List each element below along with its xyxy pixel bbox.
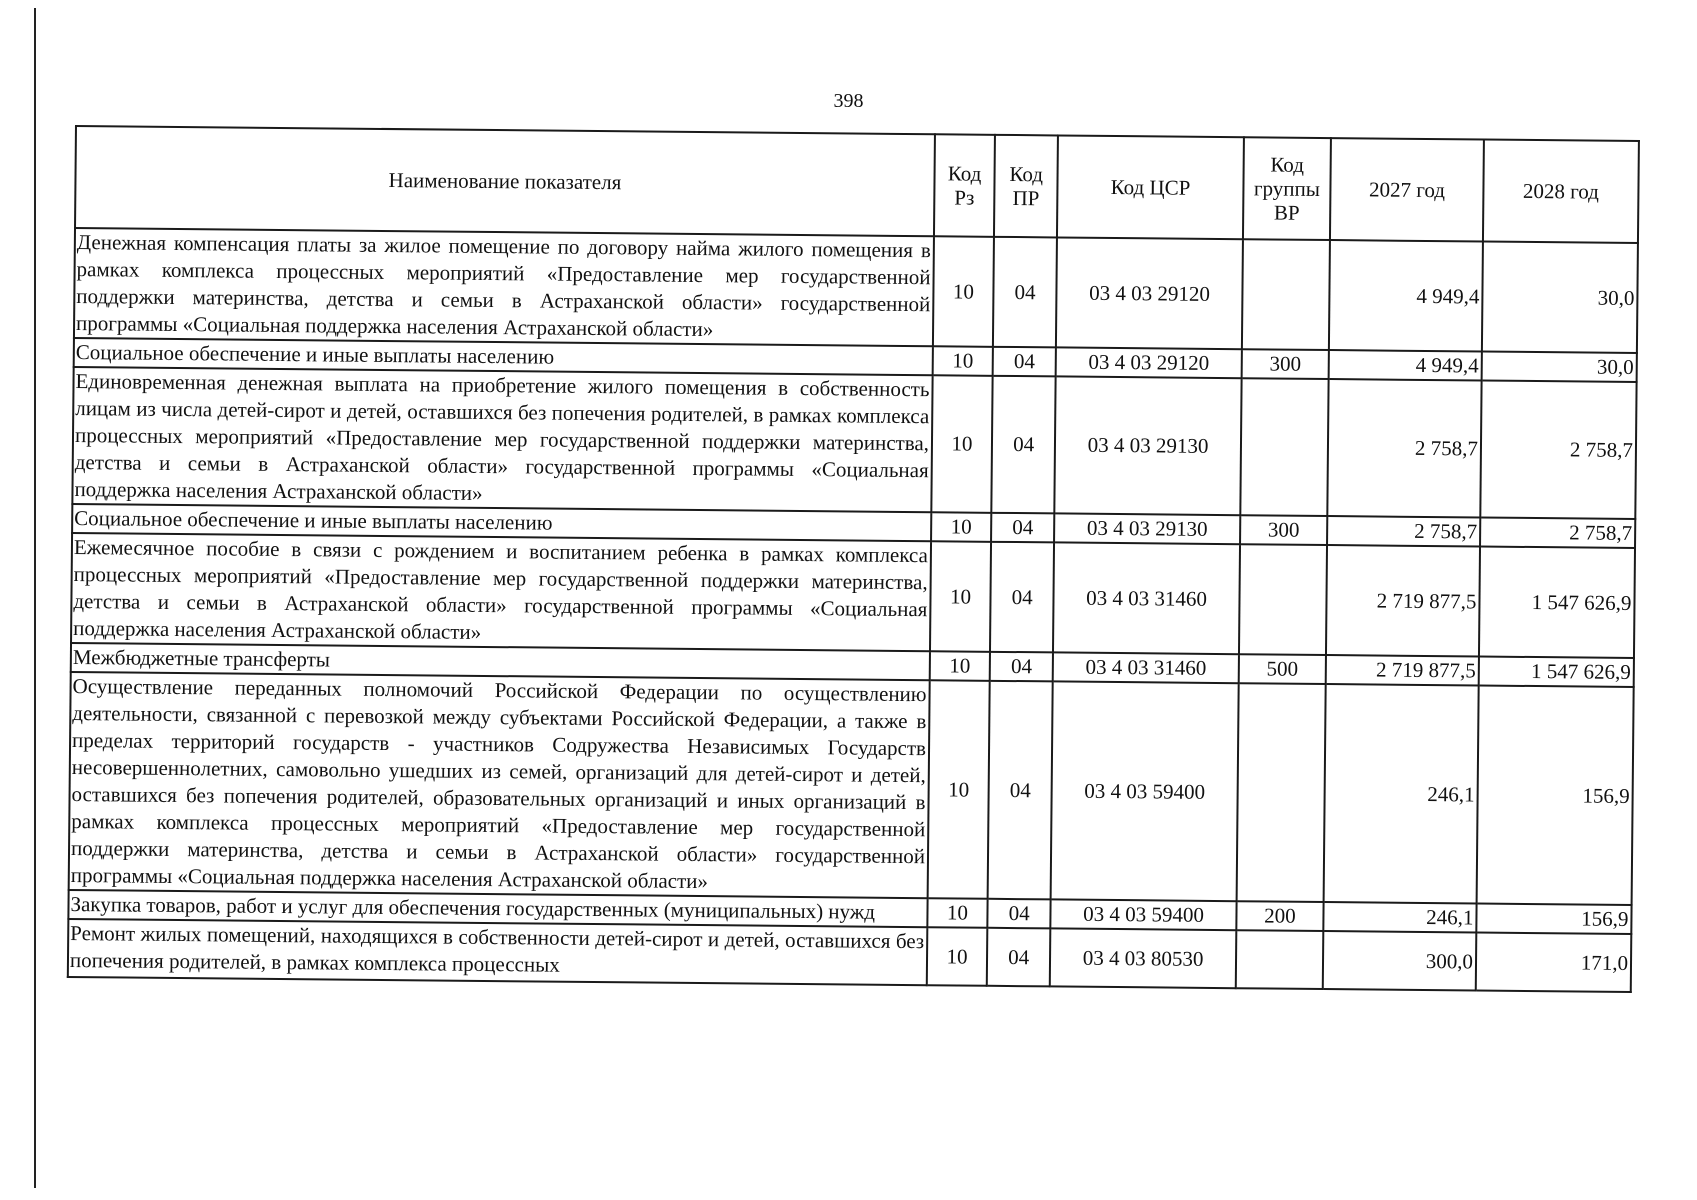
cell-csr: 03 4 03 29130	[1054, 513, 1240, 544]
cell-2028: 171,0	[1476, 932, 1632, 991]
margin-line	[34, 8, 36, 1188]
cell-csr: 03 4 03 80530	[1050, 928, 1236, 988]
cell-vr: 500	[1239, 654, 1327, 684]
cell-2028: 30,0	[1482, 242, 1638, 353]
table-row	[69, 672, 1634, 905]
cell-rz: 10	[927, 927, 988, 986]
cell-2027: 2 758,7	[1327, 379, 1481, 517]
cell-2027: 246,1	[1324, 684, 1479, 903]
cell-2027: 2 719 877,5	[1326, 655, 1479, 685]
cell-pr: 04	[991, 513, 1055, 543]
col-header-rz: Код Рз	[934, 134, 995, 237]
cell-2028: 2 758,7	[1480, 381, 1636, 519]
table-row	[71, 533, 1635, 658]
cell-name: Осуществление переданных полномочий Российской Федерации по осуществлению деятельности, связанной с перевозкой между субъектами Российской Федерации, а также в пределах территорий государств - участников Содружества Независимых Государств несовершеннолетних, самовольно ушедших из семей, организаций для детей-сирот и детей, оставшихся без попечения родителей, образовательных организаций и иных организаций в рамках комплекса процессных мероприятий «Предоставление мер государственной поддержки материнства, детства и семьи в Астраханской области» государственной программы «Социальная поддержка населения Астраханской области»	[69, 672, 930, 898]
cell-name: Денежная компенсация платы за жилое помещение по договору найма жилого помещения в рамках комплекса процессных мероприятий «Предоставление мер государственной поддержки материнства, детства и семьи в Астраханской области» государственной программы «Социальная поддержка населения Астраханской области»	[74, 228, 934, 346]
cell-2027: 4 949,4	[1329, 240, 1483, 351]
cell-vr: 300	[1241, 349, 1329, 379]
cell-rz: 10	[928, 680, 990, 899]
cell-vr: 200	[1236, 901, 1324, 931]
cell-2028: 1 547 626,9	[1479, 657, 1634, 687]
cell-pr: 04	[993, 237, 1057, 348]
cell-name: Закупка товаров, работ и услуг для обеспечения государственных (муниципальных) нужд	[68, 890, 927, 927]
cell-name: Единовременная денежная выплата на приобретение жилого помещения в собственность лицам из числа детей-сирот и детей, оставшихся без попечения родителей, в рамках комплекса процессных мероприятий «Предоставление мер государственной поддержки материнства, детства и семьи в Астраханской области» государственной программы «Социальная поддержка населения Астраханской области»	[72, 367, 932, 512]
cell-csr: 03 4 03 59400	[1051, 899, 1237, 930]
cell-vr	[1240, 378, 1329, 516]
table-row	[74, 228, 1638, 353]
col-header-2028: 2028 год	[1483, 140, 1639, 243]
cell-csr: 03 4 03 29120	[1056, 347, 1242, 378]
cell-2028: 1 547 626,9	[1479, 547, 1635, 658]
cell-vr	[1242, 239, 1330, 350]
cell-2027: 300,0	[1323, 931, 1476, 990]
table-row	[72, 367, 1636, 519]
cell-name: Ежемесячное пособие в связи с рождением и воспитанием ребенка в рамках комплекса процессных мероприятий «Предоставление мер государственной поддержки материнства, детства и семьи в Астраханской области» государственной программы «Социальная поддержка населения Астраханской области»	[71, 533, 931, 651]
cell-name: Социальное обеспечение и иные выплаты населению	[74, 338, 933, 375]
cell-2027: 2 758,7	[1327, 516, 1480, 546]
cell-name: Социальное обеспечение и иные выплаты населению	[72, 504, 931, 541]
cell-rz: 10	[933, 236, 994, 347]
cell-vr: 300	[1240, 515, 1328, 545]
col-header-vr: Код группы ВР	[1243, 137, 1331, 240]
table-header-row	[75, 126, 1639, 243]
cell-2028: 156,9	[1477, 685, 1634, 904]
cell-rz: 10	[930, 541, 991, 652]
cell-pr: 04	[990, 652, 1054, 682]
cell-rz: 10	[933, 346, 993, 376]
cell-csr: 03 4 03 59400	[1051, 681, 1239, 901]
cell-name: Ремонт жилых помещений, находящихся в собственности детей-сирот и детей, оставшихся без попечения родителей, в рамках комплекса процессных	[68, 919, 928, 985]
cell-rz: 10	[927, 898, 987, 928]
cell-2028: 156,9	[1476, 903, 1631, 933]
cell-csr: 03 4 03 31460	[1053, 542, 1240, 654]
col-header-pr: Код ПР	[994, 135, 1058, 238]
col-header-name: Наименование показателя	[75, 126, 935, 236]
cell-pr: 04	[987, 899, 1051, 929]
cell-rz: 10	[930, 651, 990, 681]
cell-2027: 2 719 877,5	[1326, 545, 1480, 656]
cell-pr: 04	[993, 347, 1057, 377]
cell-2028: 2 758,7	[1480, 518, 1635, 548]
budget-table	[67, 125, 1640, 993]
cell-vr	[1239, 544, 1327, 655]
col-header-2027: 2027 год	[1330, 138, 1484, 241]
cell-rz: 10	[931, 375, 992, 513]
cell-csr: 03 4 03 29120	[1056, 237, 1243, 349]
page-number: 398	[833, 90, 864, 112]
cell-name: Межбюджетные трансферты	[71, 643, 930, 680]
cell-2028: 30,0	[1482, 352, 1637, 382]
cell-vr	[1236, 930, 1324, 989]
cell-vr	[1236, 683, 1325, 902]
cell-pr: 04	[988, 681, 1053, 900]
cell-pr: 04	[991, 376, 1056, 514]
cell-csr: 03 4 03 31460	[1053, 652, 1239, 683]
cell-csr: 03 4 03 29130	[1055, 376, 1242, 515]
cell-rz: 10	[931, 512, 991, 542]
cell-pr: 04	[990, 542, 1054, 653]
cell-2027: 246,1	[1323, 902, 1476, 932]
cell-pr: 04	[987, 928, 1051, 987]
cell-2027: 4 949,4	[1329, 350, 1482, 380]
col-header-csr: Код ЦСР	[1057, 135, 1244, 239]
